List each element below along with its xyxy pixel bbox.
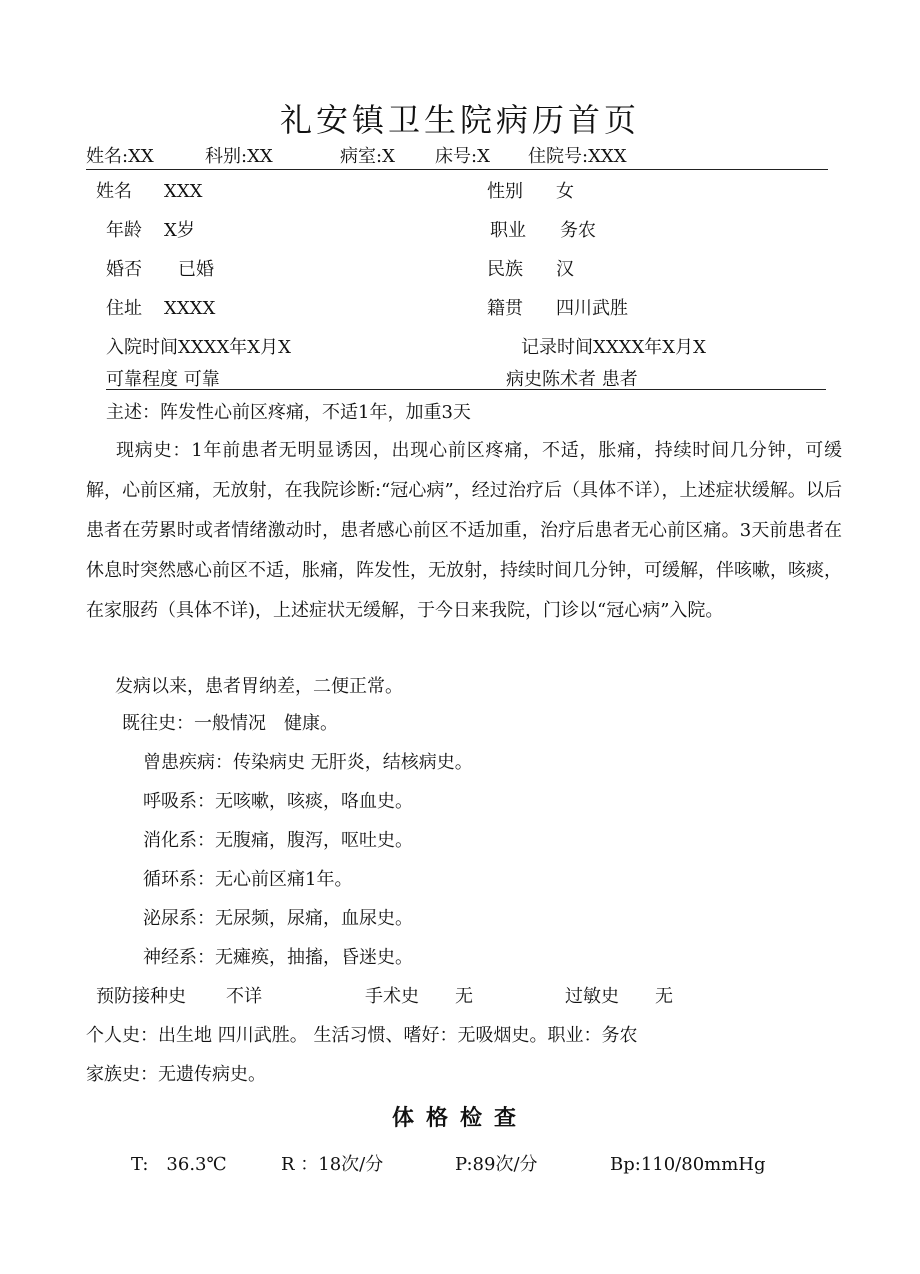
header-divider — [86, 169, 828, 170]
past-history-urinary: 泌尿系：无尿频，尿痛，血尿史。 — [143, 908, 413, 929]
name-label: 姓名 — [96, 181, 132, 202]
history-narrator: 病史陈术者 患者 — [506, 369, 638, 390]
header-bed: 床号:X — [435, 146, 490, 167]
address-value: XXXX — [164, 298, 216, 319]
past-history-general: 既往史：一般情况 健康。 — [122, 713, 338, 734]
vaccination-value: 不详 — [226, 986, 262, 1007]
ethnicity-value: 汉 — [556, 259, 574, 280]
gender-value: 女 — [556, 181, 574, 202]
native-place-value: 四川武胜 — [556, 298, 628, 319]
exam-temperature: T: 36.3℃ — [131, 1154, 227, 1175]
present-illness-text: 现病史：1年前患者无明显诱因，出现心前区疼痛，不适，胀痛，持续时间几分钟，可缓解，心前区痛，无放射，在我院诊断:“冠心病”，经过治疗后（具体不详），上述症状缓解。以后患者在劳累时或者情绪激动时，患者感心前区不适加重，治疗后患者无心前区痛。3天前患者在休息时突然感心前区不适，胀痛，阵发性，无放射，持续时间几分钟，可缓解，伴咳嗽，咳痰，在家服药（具体不详)，上述症状无缓解，于今日来我院，门诊以“冠心病”入院。 — [86, 440, 842, 621]
native-place-label: 籍贯 — [487, 298, 523, 319]
past-history-digestive: 消化系：无腹痛，腹泻，呕吐史。 — [143, 830, 413, 851]
record-time: 记录时间XXXX年X月X — [521, 337, 706, 358]
ethnicity-label: 民族 — [487, 259, 523, 280]
header-admission-no: 住院号:XXX — [528, 146, 627, 167]
info-divider — [106, 389, 826, 390]
age-label: 年龄 — [106, 220, 142, 241]
chief-complaint: 主述：阵发性心前区疼痛，不适1年，加重3天 — [106, 402, 471, 423]
reliability: 可靠程度 可靠 — [106, 369, 220, 390]
past-history-nervous: 神经系：无瘫痪，抽搐，昏迷史。 — [143, 947, 413, 968]
name-value: XXX — [164, 181, 203, 202]
since-onset: 发病以来，患者胃纳差，二便正常。 — [115, 676, 403, 697]
admission-time: 入院时间XXXX年X月X — [106, 337, 291, 358]
header-name: 姓名:XX — [86, 146, 154, 167]
surgery-label: 手术史 — [365, 986, 419, 1007]
gender-label: 性别 — [487, 181, 523, 202]
document-title: 礼安镇卫生院病历首页 — [279, 101, 640, 139]
personal-history: 个人史：出生地 四川武胜。 生活习惯、嗜好：无吸烟史。职业：务农 — [86, 1025, 638, 1046]
marital-value: 已婚 — [178, 259, 214, 280]
occupation-label: 职业 — [490, 220, 526, 241]
surgery-value: 无 — [455, 986, 473, 1007]
physical-exam-title: 体格检查 — [391, 1105, 528, 1131]
allergy-label: 过敏史 — [565, 986, 619, 1007]
allergy-value: 无 — [655, 986, 673, 1007]
address-label: 住址 — [106, 298, 142, 319]
exam-blood-pressure: Bp:110/80mmHg — [610, 1154, 766, 1175]
family-history: 家族史：无遗传病史。 — [86, 1064, 266, 1085]
past-history-circulatory: 循环系：无心前区痛1年。 — [143, 869, 353, 890]
present-illness — [86, 431, 842, 631]
vaccination-label: 预防接种史 — [96, 986, 186, 1007]
past-history-respiratory: 呼吸系：无咳嗽，咳痰，咯血史。 — [143, 791, 413, 812]
age-value: X岁 — [164, 220, 195, 241]
past-history-diseases: 曾患疾病：传染病史 无肝炎，结核病史。 — [143, 752, 473, 773]
header-department: 科别:XX — [205, 146, 273, 167]
marital-label: 婚否 — [106, 259, 142, 280]
occupation-value: 务农 — [560, 220, 596, 241]
exam-respiration: R ：18次/分 — [281, 1154, 384, 1175]
header-ward: 病室:X — [340, 146, 395, 167]
exam-pulse: P:89次/分 — [455, 1154, 538, 1175]
